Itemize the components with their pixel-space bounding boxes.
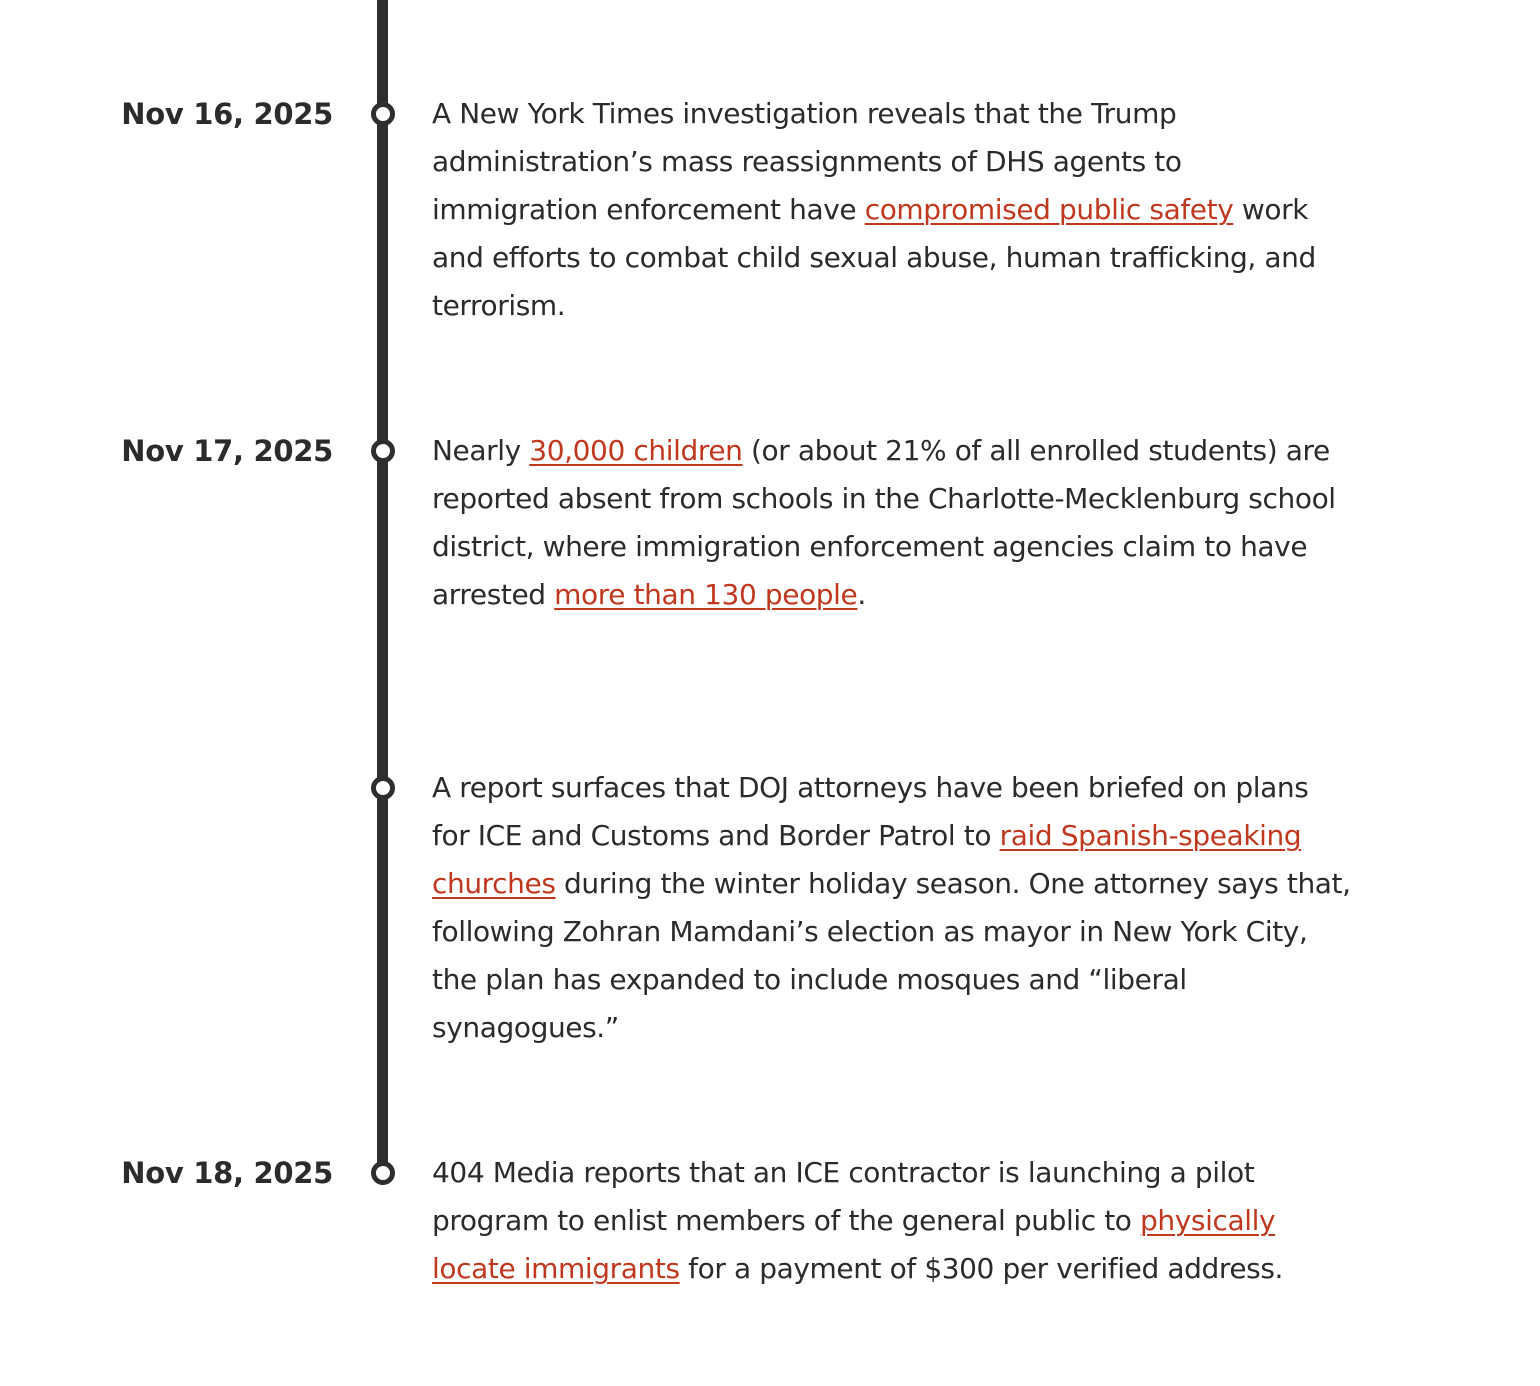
entry-date: Nov 17, 2025	[121, 434, 333, 468]
entry-text: Nearly 30,000 children (or about 21% of all enrolled students) are reported absent from schools in the Charlotte-Mecklenburg school district, where immigration enforcement agencies claim to have arrested more than 130 people.	[432, 434, 1336, 611]
timeline-node-icon	[371, 1161, 395, 1185]
link-30000-children[interactable]: 30,000 children	[529, 434, 743, 467]
entry-date: Nov 16, 2025	[121, 97, 333, 131]
link-raid-spanish-speaking-churches[interactable]: raid Spanish-speaking churches	[432, 819, 1302, 900]
link-physically-locate-immigrants[interactable]: physically locate immigrants	[432, 1204, 1276, 1285]
entry-text: A report surfaces that DOJ attorneys have been briefed on plans for ICE and Customs and Border Patrol to raid Spanish-speaking churches during the winter holiday season. One attorney says that, following Zohran Mamdani’s election as mayor in New York City, the plan has expanded to include mosques and “liberal synagogues.”	[432, 771, 1351, 1044]
link-compromised-public-safety[interactable]: compromised public safety	[864, 193, 1234, 226]
entry-date: Nov 18, 2025	[121, 1156, 333, 1190]
link-more-than-130-people[interactable]: more than 130 people	[554, 578, 858, 611]
entry-text: 404 Media reports that an ICE contractor is launching a pilot program to enlist members of the general public to physically locate immigrants for a payment of $300 per verified address.	[432, 1156, 1284, 1285]
timeline-node-icon	[371, 776, 395, 800]
entry-text: A New York Times investigation reveals that the Trump administration’s mass reassignments of DHS agents to immigration enforcement have compromised public safety work and efforts to combat child sexual abuse, human trafficking, and terrorism.	[432, 97, 1316, 322]
timeline-spine	[377, 0, 388, 1172]
timeline-node-icon	[371, 439, 395, 463]
timeline-node-icon	[371, 102, 395, 126]
